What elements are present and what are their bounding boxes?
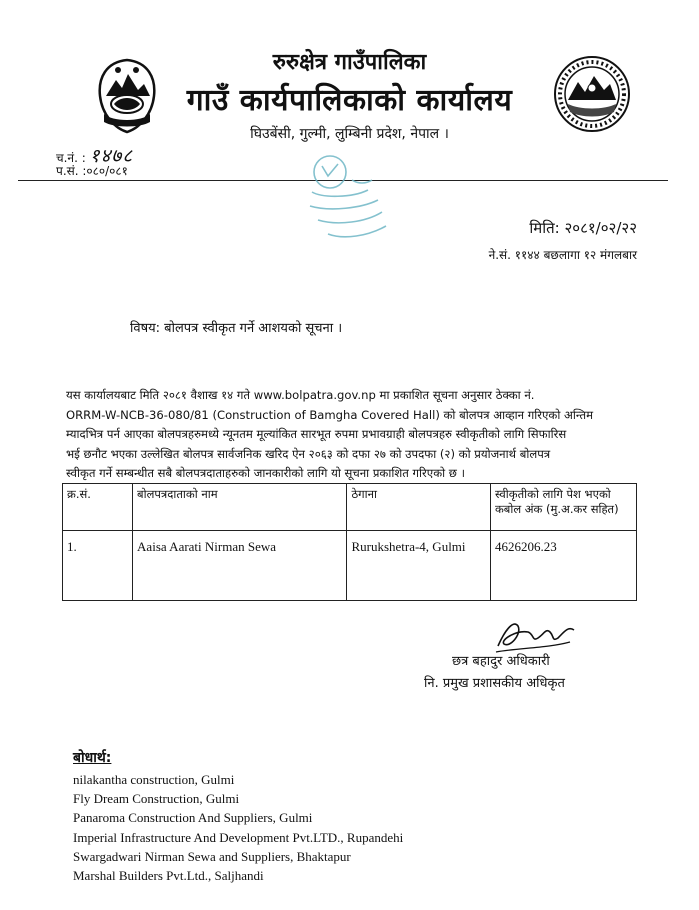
list-item: Fly Dream Construction, Gulmi [73, 791, 240, 807]
municipality-name: रुरुक्षेत्र गाउँपालिका [272, 50, 427, 75]
nepal-sambat-date: ने.सं. ११४४ बछलागा १२ मंगलबार [488, 248, 637, 262]
reference-number-label: च.नं. : [56, 151, 86, 165]
cell-serial: 1. [63, 531, 133, 601]
issue-date: मिति: २०८१/०२/२२ [529, 219, 637, 237]
body-line: भई छनौट भएका उल्लेखित बोलपत्र सार्वजनिक खरिद ऐन २०६३ को दफा २७ को उपदफा (२) को प्रयोजनार्थ बोलपत्र [66, 446, 551, 461]
cell-address: Rurukshetra-4, Gulmi [347, 531, 491, 601]
cell-bidder-name: Aaisa Aarati Nirman Sewa [133, 531, 347, 601]
col-header-serial: क्र.सं. [63, 484, 133, 531]
list-item: Swargadwari Nirman Sewa and Suppliers, Bhaktapur [73, 848, 351, 864]
signatory-title: नि. प्रमुख प्रशासकीय अधिकृत [424, 676, 565, 691]
col-header-bidder-name: बोलपत्रदाताको नाम [133, 484, 347, 531]
col-header-bid-amount: स्वीकृतीको लागि पेश भएको कबोल अंक (मु.अ.कर सहित) [490, 484, 636, 531]
notice-subject: विषय: बोलपत्र स्वीकृत गर्ने आशयको सूचना । [130, 321, 343, 336]
list-item: Panaroma Construction And Suppliers, Gulmi [73, 810, 313, 826]
cc-recipient-list [73, 770, 403, 885]
table-row [63, 531, 637, 601]
body-line: स्वीकृत गर्ने सम्बन्धीत सबै बोलपत्रदाताहरुको जानकारीको लागि यो सूचना प्रकाशित गरिएको छ । [66, 466, 465, 481]
bidders-table [62, 483, 637, 601]
municipality-seal-logo [552, 52, 632, 136]
list-item: Imperial Infrastructure And Development Pvt.LTD., Rupandehi [73, 829, 404, 845]
cc-heading: बोधार्थ: [73, 750, 112, 766]
list-item: Marshal Builders Pvt.Ltd., Saljhandi [73, 868, 264, 884]
body-line: यस कार्यालयबाट मिति २०८१ वैशाख १४ गते www.bolpatra.gov.np मा प्रकाशित सूचना अनुसार ठेक्का नं. [66, 388, 535, 402]
reference-number-handwritten: १४७८ [89, 145, 134, 167]
signatory-name: छत्र बहादुर अधिकारी [452, 654, 550, 669]
office-stamp [282, 150, 402, 250]
col-header-address: ठेगाना [347, 484, 491, 531]
body-line: ORRM-W-NCB-36-080/81 (Construction of Bamgha Covered Hall) को बोलपत्र आव्हान गरिएको अन्तिम [66, 407, 593, 422]
office-address: घिउबेंसी, गुल्मी, लुम्बिनी प्रदेश, नेपाल । [250, 126, 449, 142]
fiscal-year: प.सं. :०८०/०८१ [56, 164, 128, 178]
body-line: म्यादभित्र पर्न आएका बोलपत्रहरुमध्ये न्यूनतम मूल्यांकित सारभूत रुपमा प्रभावग्राही बोलपत्रहरु स्वीकृतीको लागि सिफारिस [66, 427, 567, 442]
cell-bid-amount: 4626206.23 [490, 531, 636, 601]
table-header-row [63, 484, 637, 531]
office-name: गाउँ कार्यपालिकाको कार्यालय [186, 83, 513, 118]
notice-body [66, 386, 644, 484]
list-item: nilakantha construction, Gulmi [73, 772, 235, 787]
